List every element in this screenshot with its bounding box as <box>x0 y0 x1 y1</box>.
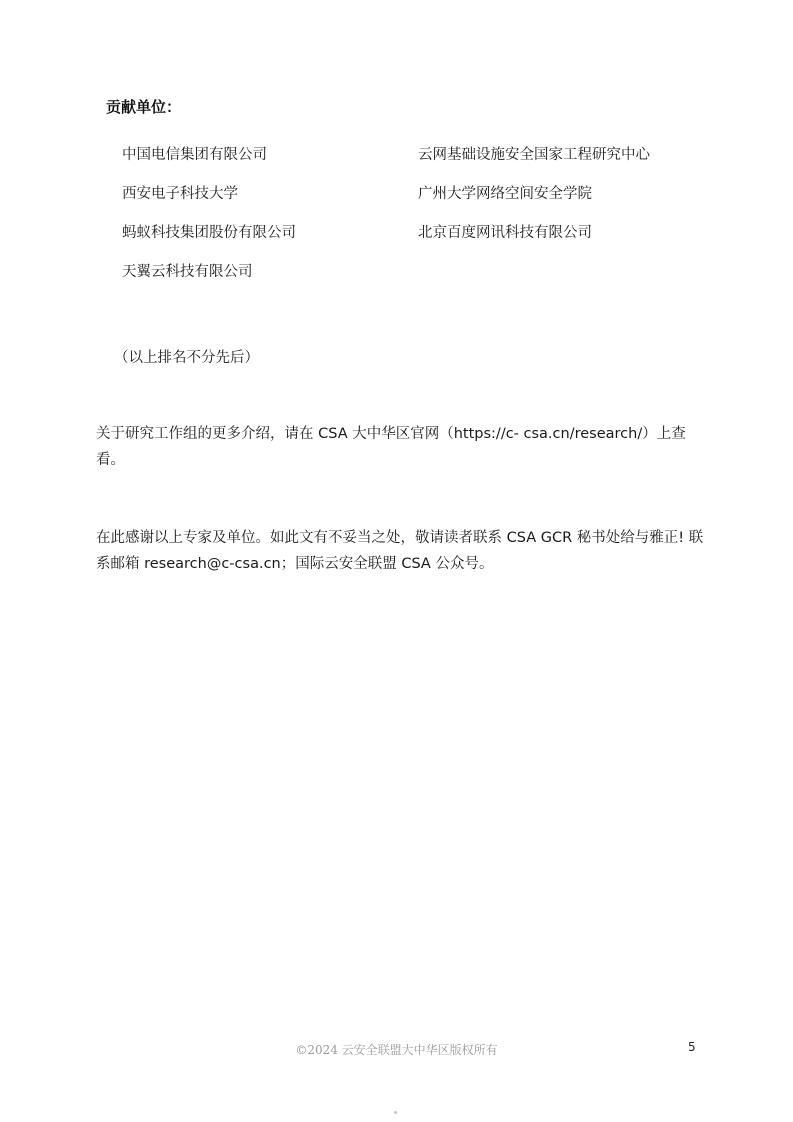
decorative-dot <box>394 1111 397 1114</box>
contributor-left-4: 天翼云科技有限公司 <box>122 264 253 280</box>
contributor-right-2: 广州大学网络空间安全学院 <box>418 186 592 202</box>
contributor-left-3: 蚂蚁科技集团股份有限公司 <box>122 225 296 241</box>
contributor-right-3: 北京百度网讯科技有限公司 <box>418 225 592 241</box>
contributor-left-2: 西安电子科技大学 <box>122 186 238 202</box>
order-note: （以上排名不分先后） <box>114 350 259 366</box>
contributors-heading: 贡献单位： <box>106 98 182 116</box>
page-number: 5 <box>688 1040 696 1054</box>
acknowledgement-paragraph: 在此感谢以上专家及单位。如此文有不妥当之处，敬请读者联系 CSA GCR 秘书处给与雅正! 联系邮箱 research@c-csa.cn；国际云安全联盟 CSA 公众号。 <box>96 530 704 572</box>
contributor-left-1: 中国电信集团有限公司 <box>122 147 267 163</box>
contributor-right-1: 云网基础设施安全国家工程研究中心 <box>418 147 650 163</box>
footer-copyright: ©2024 云安全联盟大中华区版权所有 <box>295 1043 498 1057</box>
research-info-paragraph: 关于研究工作组的更多介绍，请在 CSA 大中华区官网（https://c- csa.cn/research/）上查看。 <box>96 426 686 468</box>
